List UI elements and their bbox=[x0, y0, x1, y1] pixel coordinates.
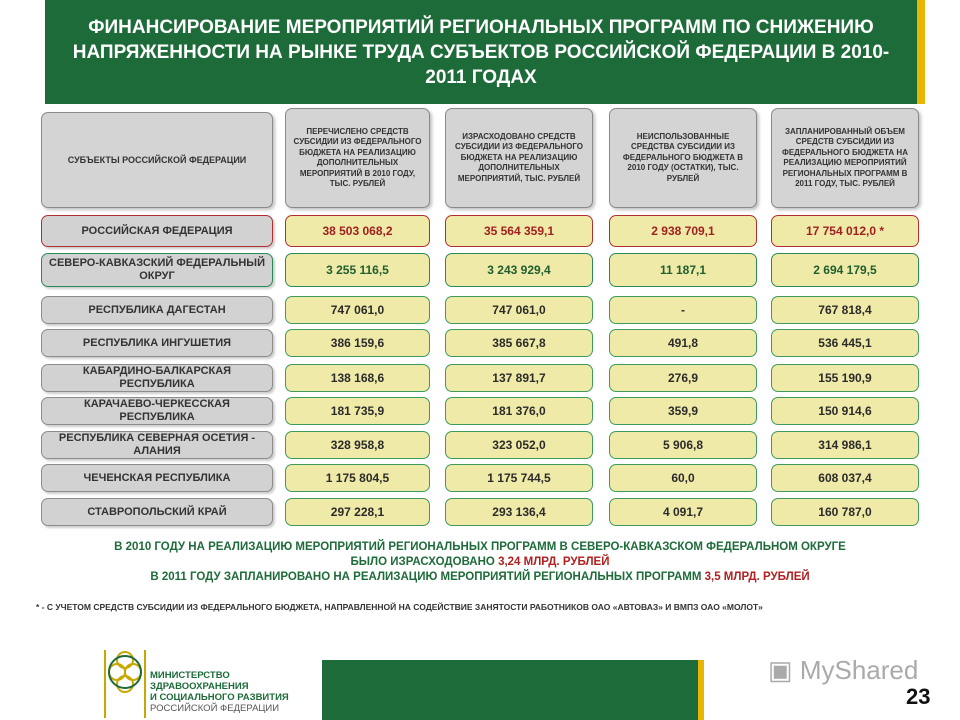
table-cell: 155 190,9 bbox=[771, 364, 919, 392]
summary-amount-2011: 3,5 МЛРД. РУБЛЕЙ bbox=[704, 571, 810, 583]
column-header: ЗАПЛАНИРОВАННЫЙ ОБЪЕМ СРЕДСТВ СУБСИДИИ ИЗ ФЕДЕРАЛЬНОГО БЮДЖЕТА НА РЕАЛИЗАЦИЮ МЕРОПРИЯТИЙ РЕГИОНАЛЬНЫХ ПРОГРАММ В 2011 ГОДУ, ТЫС. РУБЛЕЙ bbox=[771, 108, 919, 208]
title-accent-stripe bbox=[917, 0, 925, 104]
table-cell: 491,8 bbox=[609, 329, 757, 357]
table-cell: 17 754 012,0 * bbox=[771, 215, 919, 247]
row-label: КАРАЧАЕВО-ЧЕРКЕССКАЯ РЕСПУБЛИКА bbox=[41, 397, 273, 425]
summary-line-1: В 2010 ГОДУ НА РЕАЛИЗАЦИЮ МЕРОПРИЯТИЙ РЕГИОНАЛЬНЫХ ПРОГРАММ В СЕВЕРО-КАВКАЗСКОМ ФЕДЕРАЛЬНОМ ОКРУГЕ bbox=[114, 541, 846, 553]
watermark: ▣ MyShared bbox=[768, 655, 919, 685]
row-label: РЕСПУБЛИКА ИНГУШЕТИЯ bbox=[41, 329, 273, 357]
table-cell: 323 052,0 bbox=[445, 431, 593, 459]
summary-line-3: В 2011 ГОДУ ЗАПЛАНИРОВАНО НА РЕАЛИЗАЦИЮ МЕРОПРИЯТИЙ РЕГИОНАЛЬНЫХ ПРОГРАММ 3,5 МЛРД. РУБЛЕЙ bbox=[150, 571, 810, 583]
table-cell: 328 958,8 bbox=[285, 431, 430, 459]
column-header: ИЗРАСХОДОВАНО СРЕДСТВ СУБСИДИИ ИЗ ФЕДЕРАЛЬНОГО БЮДЖЕТА НА РЕАЛИЗАЦИЮ ДОПОЛНИТЕЛЬНЫХ МЕРОПРИЯТИЙ, ТЫС. РУБЛЕЙ bbox=[445, 108, 593, 208]
table-cell: 160 787,0 bbox=[771, 498, 919, 526]
table-cell: 747 061,0 bbox=[445, 296, 593, 324]
table-cell: 293 136,4 bbox=[445, 498, 593, 526]
table-cell: 359,9 bbox=[609, 397, 757, 425]
table-cell: 2 938 709,1 bbox=[609, 215, 757, 247]
table-cell: 3 243 929,4 bbox=[445, 253, 593, 287]
table-cell: 386 159,6 bbox=[285, 329, 430, 357]
table-cell: 150 914,6 bbox=[771, 397, 919, 425]
table-cell: - bbox=[609, 296, 757, 324]
page-number: 23 bbox=[906, 684, 931, 709]
table-cell: 536 445,1 bbox=[771, 329, 919, 357]
table-cell: 5 906,8 bbox=[609, 431, 757, 459]
table-cell: 767 818,4 bbox=[771, 296, 919, 324]
column-header: НЕИСПОЛЬЗОВАННЫЕ СРЕДСТВА СУБСИДИИ ИЗ ФЕДЕРАЛЬНОГО БЮДЖЕТА В 2010 ГОДУ (ОСТАТКИ), ТЫС. РУБЛЕЙ bbox=[609, 108, 757, 208]
summary-amount-2010: 3,24 МЛРД. РУБЛЕЙ bbox=[498, 556, 610, 568]
ministry-name: МИНИСТЕРСТВО ЗДРАВООХРАНЕНИЯ И СОЦИАЛЬНОГО РАЗВИТИЯ РОССИЙСКОЙ ФЕДЕРАЦИИ bbox=[150, 670, 289, 714]
row-label: РЕСПУБЛИКА ДАГЕСТАН bbox=[41, 296, 273, 324]
table-cell: 385 667,8 bbox=[445, 329, 593, 357]
summary-line-2: БЫЛО ИЗРАСХОДОВАНО 3,24 МЛРД. РУБЛЕЙ bbox=[350, 556, 610, 568]
summary-text bbox=[30, 540, 930, 585]
table-cell: 297 228,1 bbox=[285, 498, 430, 526]
column-header: СУБЪЕКТЫ РОССИЙСКОЙ ФЕДЕРАЦИИ bbox=[41, 112, 273, 208]
row-label: СТАВРОПОЛЬСКИЙ КРАЙ bbox=[41, 498, 273, 526]
column-header: ПЕРЕЧИСЛЕНО СРЕДСТВ СУБСИДИИ ИЗ ФЕДЕРАЛЬНОГО БЮДЖЕТА НА РЕАЛИЗАЦИЮ ДОПОЛНИТЕЛЬНЫХ МЕРОПРИЯТИЙ В 2010 ГОДУ, ТЫС. РУБЛЕЙ bbox=[285, 108, 430, 208]
row-label: РОССИЙСКАЯ ФЕДЕРАЦИЯ bbox=[41, 215, 273, 247]
table-cell: 11 187,1 bbox=[609, 253, 757, 287]
table-cell: 747 061,0 bbox=[285, 296, 430, 324]
table-cell: 3 255 116,5 bbox=[285, 253, 430, 287]
table-cell: 4 091,7 bbox=[609, 498, 757, 526]
slide-title-bar bbox=[45, 0, 917, 104]
table-cell: 181 376,0 bbox=[445, 397, 593, 425]
table-cell: 1 175 804,5 bbox=[285, 464, 430, 492]
slide-title: ФИНАНСИРОВАНИЕ МЕРОПРИЯТИЙ РЕГИОНАЛЬНЫХ ПРОГРАММ ПО СНИЖЕНИЮ НАПРЯЖЕННОСТИ НА РЫНКЕ ТРУДА СУБЪЕКТОВ РОССИЙСКОЙ ФЕДЕРАЦИИ В 2010-2011 ГОДАХ bbox=[72, 16, 890, 88]
footer-accent-stripe bbox=[698, 660, 704, 720]
footnote: * - С УЧЕТОМ СРЕДСТВ СУБСИДИИ ИЗ ФЕДЕРАЛЬНОГО БЮДЖЕТА, НАПРАВЛЕННОЙ НА СОДЕЙСТВИЕ ЗАНЯТОСТИ РАБОТНИКОВ ОАО «АВТОВАЗ» И ВМПЗ ОАО «МОЛОТ» bbox=[36, 602, 763, 612]
table-cell: 181 735,9 bbox=[285, 397, 430, 425]
table-cell: 38 503 068,2 bbox=[285, 215, 430, 247]
presentation-icon: ▣ bbox=[768, 655, 793, 685]
table-cell: 276,9 bbox=[609, 364, 757, 392]
table-cell: 137 891,7 bbox=[445, 364, 593, 392]
table-cell: 60,0 bbox=[609, 464, 757, 492]
row-label: КАБАРДИНО-БАЛКАРСКАЯ РЕСПУБЛИКА bbox=[41, 364, 273, 392]
table-cell: 608 037,4 bbox=[771, 464, 919, 492]
table-cell: 314 986,1 bbox=[771, 431, 919, 459]
row-label: ЧЕЧЕНСКАЯ РЕСПУБЛИКА bbox=[41, 464, 273, 492]
table-cell: 35 564 359,1 bbox=[445, 215, 593, 247]
table-cell: 1 175 744,5 bbox=[445, 464, 593, 492]
row-label: РЕСПУБЛИКА СЕВЕРНАЯ ОСЕТИЯ - АЛАНИЯ bbox=[41, 431, 273, 459]
row-label: СЕВЕРО-КАВКАЗСКИЙ ФЕДЕРАЛЬНЫЙ ОКРУГ bbox=[41, 253, 273, 287]
table-cell: 2 694 179,5 bbox=[771, 253, 919, 287]
table-cell: 138 168,6 bbox=[285, 364, 430, 392]
footer-green-block bbox=[322, 660, 698, 720]
